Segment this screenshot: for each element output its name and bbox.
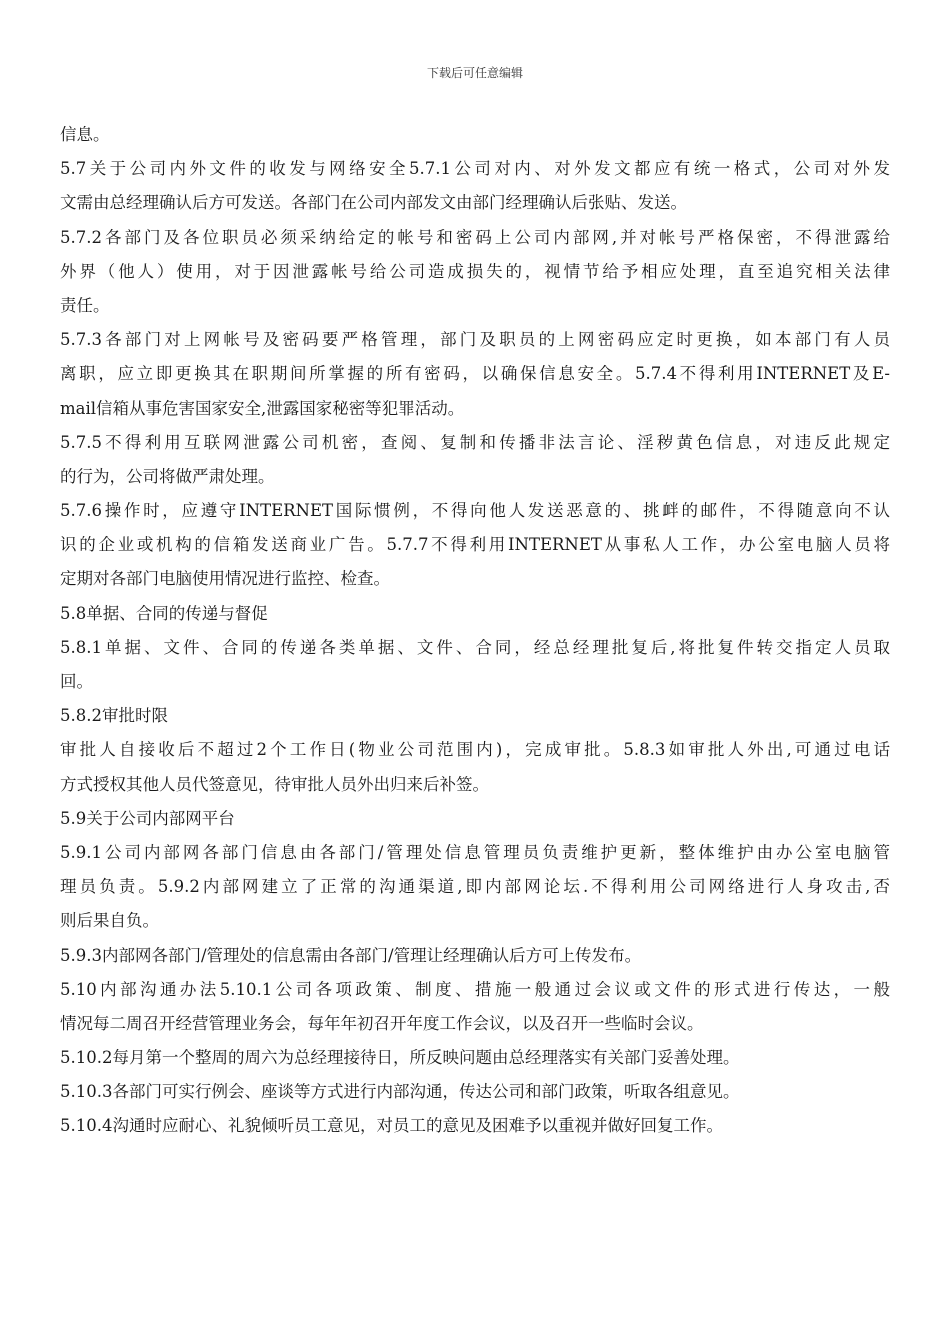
text-line: 情况每二周召开经营管理业务会，每年年初召开年度工作会议，以及召开一些临时会议。 <box>60 1013 704 1033</box>
text-line: 离职，应立即更换其在职期间所掌握的所有密码，以确保信息安全。5.7.4不得利用INTERNET及E- <box>60 364 890 384</box>
text-line: 5.7.2各部门及各位职员必须采纳给定的帐号和密码上公司内部网,并对帐号严格保密，不得泄露给 <box>60 227 890 247</box>
text-line: 5.7.6操作时，应遵守INTERNET国际惯例，不得向他人发送恶意的、挑衅的邮件，不得随意向不认 <box>60 501 890 521</box>
text-line: 定期对各部门电脑使用情况进行监控、检查。 <box>60 569 390 589</box>
text-line: 5.9.1公司内部网各部门信息由各部门/管理处信息管理员负责维护更新，整体维护由办公室电脑管 <box>60 842 890 862</box>
text-line: 5.10.3各部门可实行例会、座谈等方式进行内部沟通，传达公司和部门政策，听取各组意见。 <box>60 1082 740 1102</box>
text-line: 信息。 <box>60 125 110 144</box>
text-line: 5.9.3内部网各部门/管理处的信息需由各部门/管理让经理确认后方可上传发布。 <box>60 945 642 965</box>
text-line: 5.7.5不得利用互联网泄露公司机密，查阅、复制和传播非法言论、淫秽黄色信息，对违反此规定 <box>60 432 890 452</box>
text-line: 5.10.2每月第一个整周的周六为总经理接待日，所反映问题由总经理落实有关部门妥善处理。 <box>60 1048 740 1068</box>
text-line: 5.10.4沟通时应耐心、礼貌倾听员工意见，对员工的意见及困难予以重视并做好回复工作。 <box>60 1116 723 1136</box>
page-header: 下载后可任意编辑 <box>426 66 523 80</box>
text-line: 识的企业或机构的信箱发送商业广告。5.7.7不得利用INTERNET从事私人工作，办公室电脑人员将 <box>60 535 890 555</box>
text-line: 5.9关于公司内部网平台 <box>60 808 235 828</box>
document-body <box>60 118 890 1144</box>
text-line: 则后果自负。 <box>60 911 159 931</box>
text-line: 文需由总经理确认后方可发送。各部门在公司内部发文由部门经理确认后张贴、发送。 <box>60 193 687 213</box>
text-line: 的行为，公司将做严肃处理。 <box>60 466 275 486</box>
text-line: 5.7关于公司内外文件的收发与网络安全5.7.1公司对内、对外发文都应有统一格式，公司对外发 <box>60 159 890 179</box>
text-line: 回。 <box>60 672 93 691</box>
text-line: 理员负责。5.9.2内部网建立了正常的沟通渠道,即内部网论坛.不得利用公司网络进行人身攻击,否 <box>60 877 890 897</box>
text-line: 外界（他人）使用，对于因泄露帐号给公司造成损失的，视情节给予相应处理，直至追究相关法律 <box>60 261 890 281</box>
text-line: 审批人自接收后不超过2个工作日(物业公司范围内)，完成审批。5.8.3如审批人外出,可通过电话 <box>60 740 890 760</box>
text-line: 5.8.2审批时限 <box>60 706 168 726</box>
text-line: 5.8单据、合同的传递与督促 <box>60 603 268 623</box>
text-line: 5.8.1单据、文件、合同的传递各类单据、文件、合同，经总经理批复后,将批复件转交指定人员取 <box>60 637 890 657</box>
text-line: 方式授权其他人员代签意见，待审批人员外出归来后补签。 <box>60 774 489 794</box>
text-line: 责任。 <box>60 295 110 315</box>
text-line: 5.10内部沟通办法5.10.1公司各项政策、制度、措施一般通过会议或文件的形式进行传达，一般 <box>60 979 890 999</box>
text-line: mail信箱从事危害国家安全,泄露国家秘密等犯罪活动。 <box>60 398 465 418</box>
text-line: 5.7.3各部门对上网帐号及密码要严格管理，部门及职员的上网密码应定时更换，如本部门有人员 <box>60 330 890 350</box>
